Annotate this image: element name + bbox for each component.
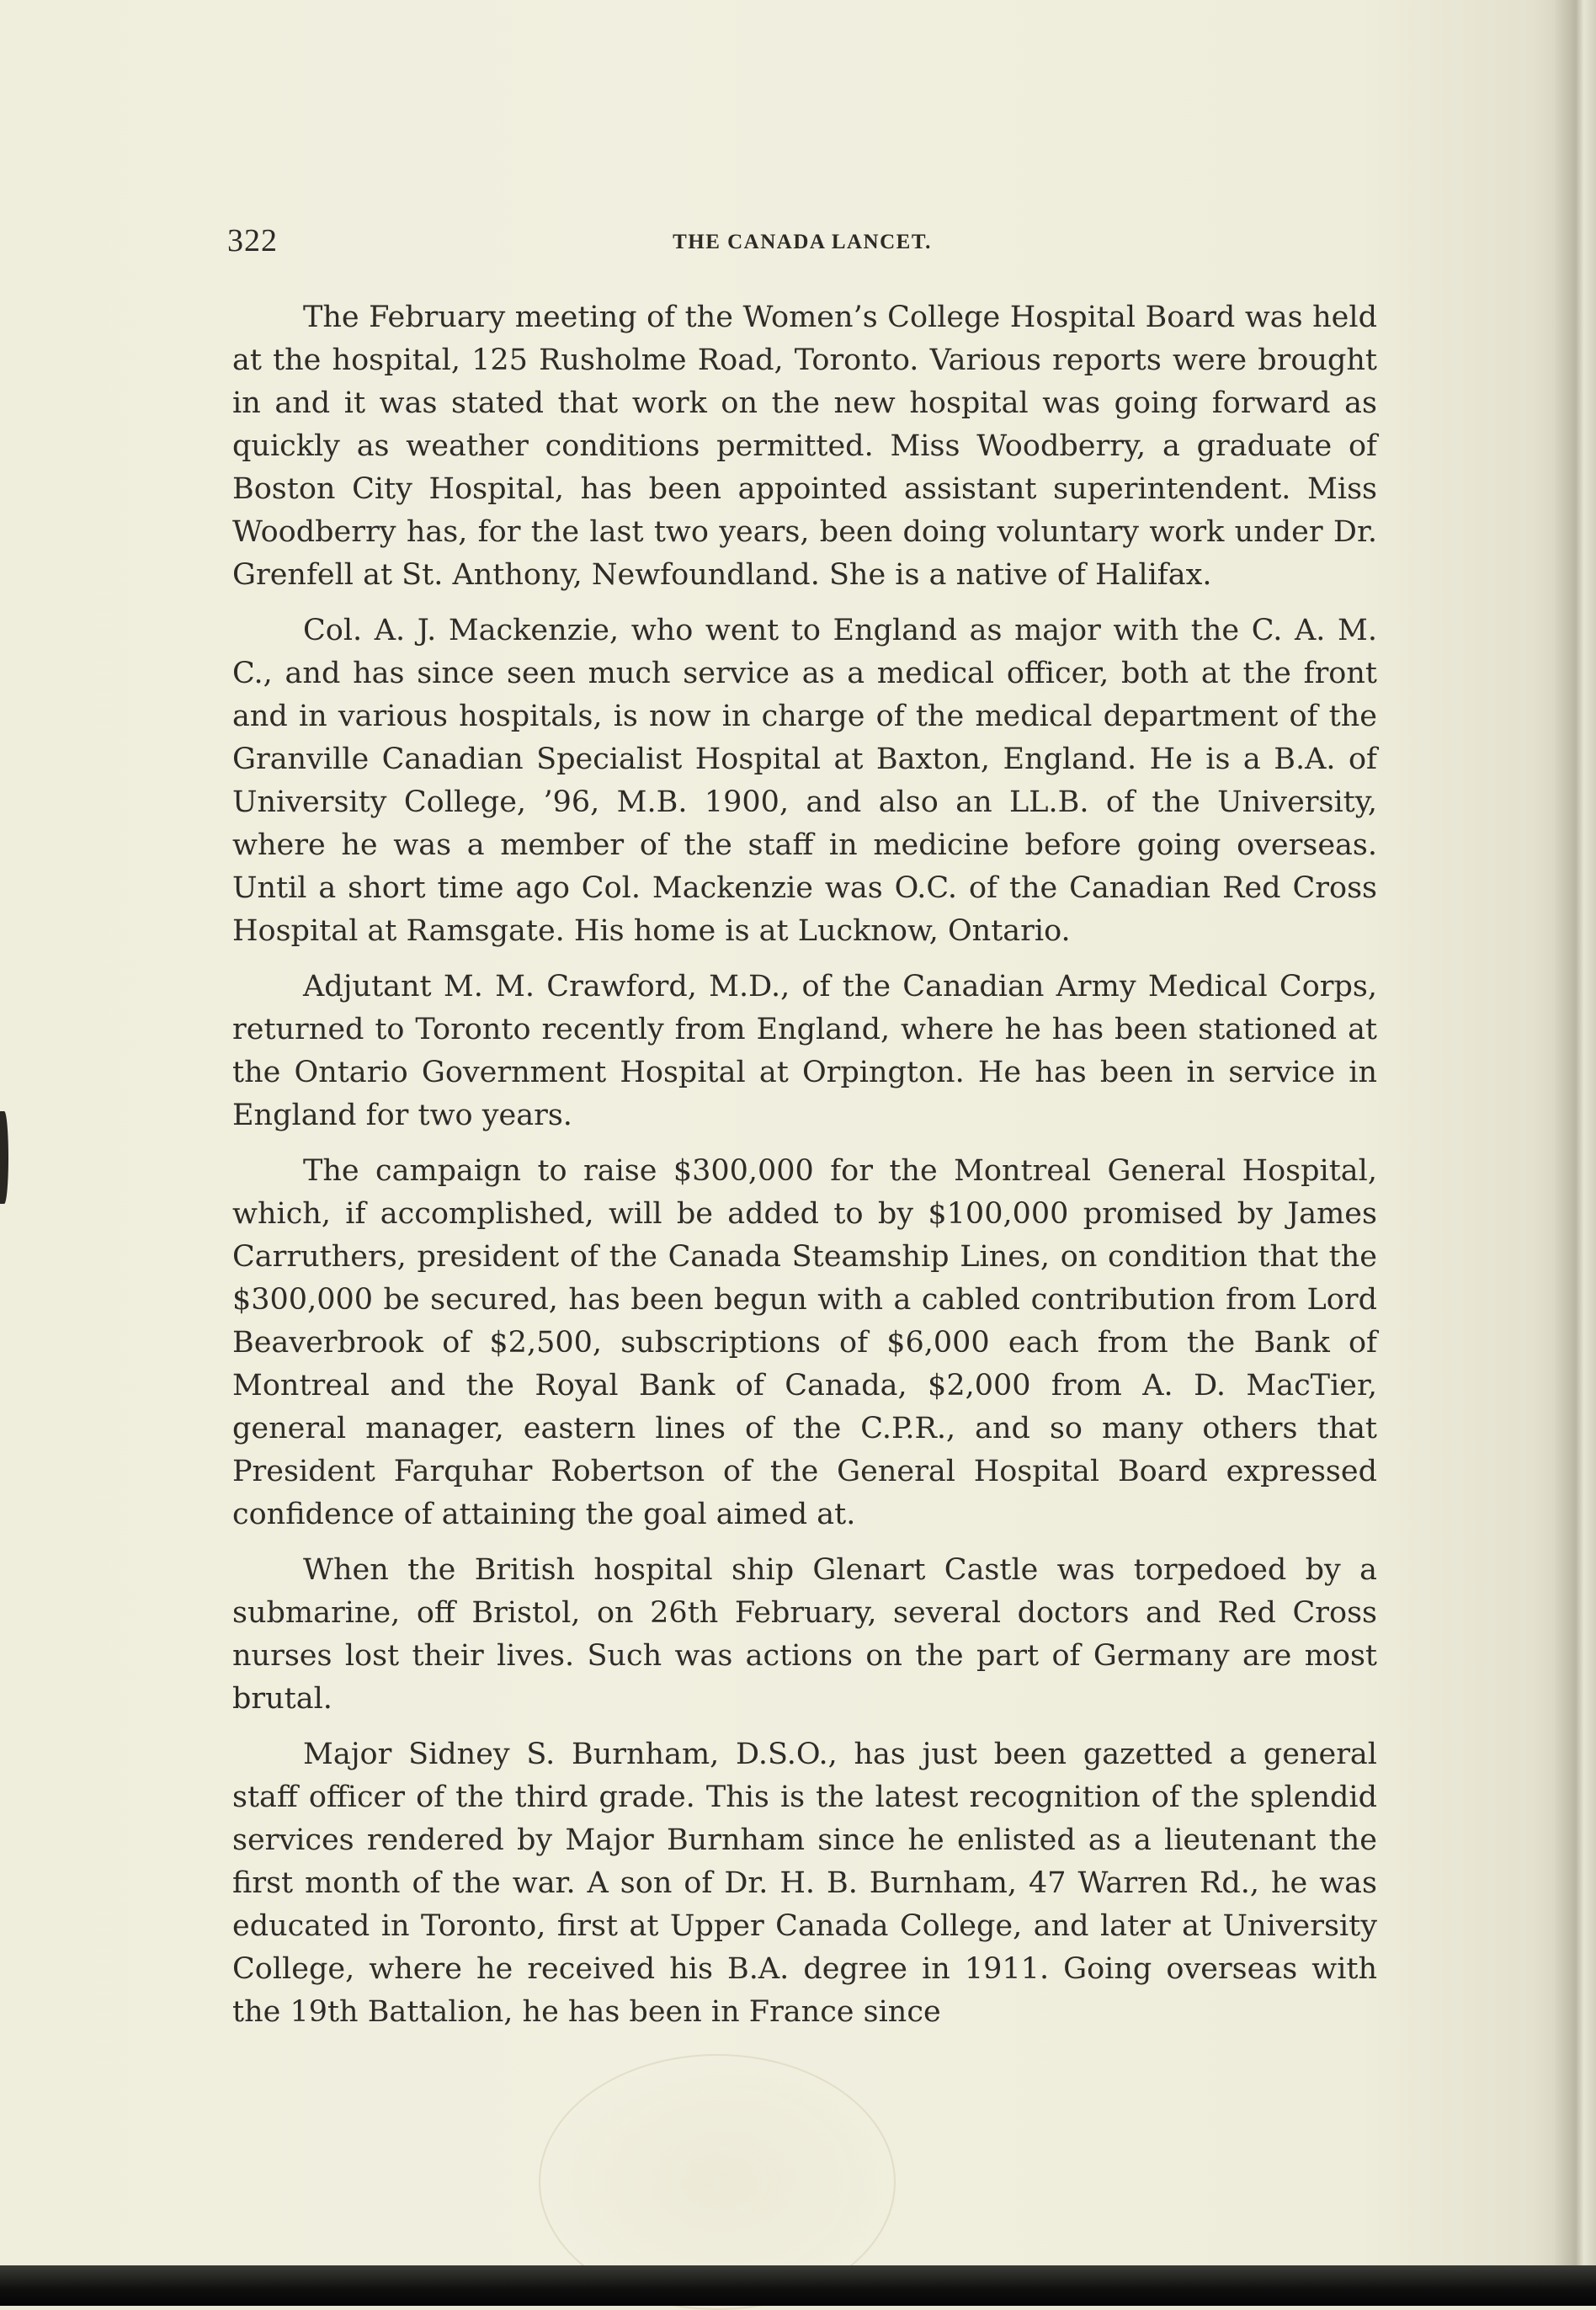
- running-title: THE CANADA LANCET.: [673, 231, 932, 253]
- page-number: 322: [227, 223, 278, 258]
- paragraph-montreal-general-campaign: The campaign to raise $300,000 for the Montreal General Hospital, which, if accomplished, will be added to by $100,000 promised by James Carruthers, president of the Canada Steamship Lines, on condition that the $300,000 be secured, has been begun with a cabled contribution from Lord Beaverbrook of $2,500, subscriptions of $6,000 each from the Bank of Montreal and the Royal Bank of Canada, $2,000 from A. D. MacTier, general manager, eastern lines of the C.P.R., and so many others that President Farquhar Robertson of the General Hospital Board expressed confidence of attaining the goal aimed at.: [232, 1154, 1377, 1531]
- binding-edge: [1556, 0, 1596, 2306]
- scan-bottom-edge: [0, 2265, 1596, 2306]
- body-text: [232, 296, 1377, 2047]
- paragraph-adjutant-crawford: Adjutant M. M. Crawford, M.D., of the Canadian Army Medical Corps, returned to Toronto recently from England, where he has been stationed at the Ontario Government Hospital at Orpington. He has been in service in England for two years.: [232, 970, 1377, 1132]
- paragraph-glenart-castle: When the British hospital ship Glenart Castle was torpedoed by a submarine, off Bristol, on 26th February, several doctors and Red Cross nurses lost their lives. Such was actions on the part of Germany are most brutal.: [232, 1553, 1377, 1716]
- paragraph-major-burnham: Major Sidney S. Burnham, D.S.O., has just been gazetted a general staff officer of the third grade. This is the latest recognition of the splendid services rendered by Major Burnham since he enlisted as a lieutenant the first month of the war. A son of Dr. H. B. Burnham, 47 Warren Rd., he was educated in Toronto, first at Upper Canada College, and later at University College, where he received his B.A. degree in 1911. Going overseas with the 19th Battalion, he has been in France since: [232, 1738, 1377, 2029]
- margin-mark: [0, 1111, 8, 1204]
- paragraph-col-mackenzie: Col. A. J. Mackenzie, who went to England as major with the C. A. M. C., and has since seen much service as a medical officer, both at the front and in various hospitals, is now in charge of the medical department of the Granville Canadian Specialist Hospital at Baxton, England. He is a B.A. of University College, ’96, M.B. 1900, and also an LL.B. of the University, where he was a member of the staff in medicine before going overseas. Until a short time ago Col. Mackenzie was O.C. of the Canadian Red Cross Hospital at Ramsgate. His home is at Lucknow, Ontario.: [232, 614, 1377, 948]
- page-header: [227, 221, 1377, 263]
- paragraph-womens-college-hospital: The February meeting of the Women’s College Hospital Board was held at the hospital, 125 Rusholme Road, Toronto. Various reports were brought in and it was stated that work on the new hospital was going forward as quickly as weather conditions permitted. Miss Woodberry, a graduate of Boston City Hospital, has been appointed assistant superintendent. Miss Woodberry has, for the last two years, been doing voluntary work under Dr. Grenfell at St. Anthony, Newfoundland. She is a native of Halifax.: [232, 301, 1377, 592]
